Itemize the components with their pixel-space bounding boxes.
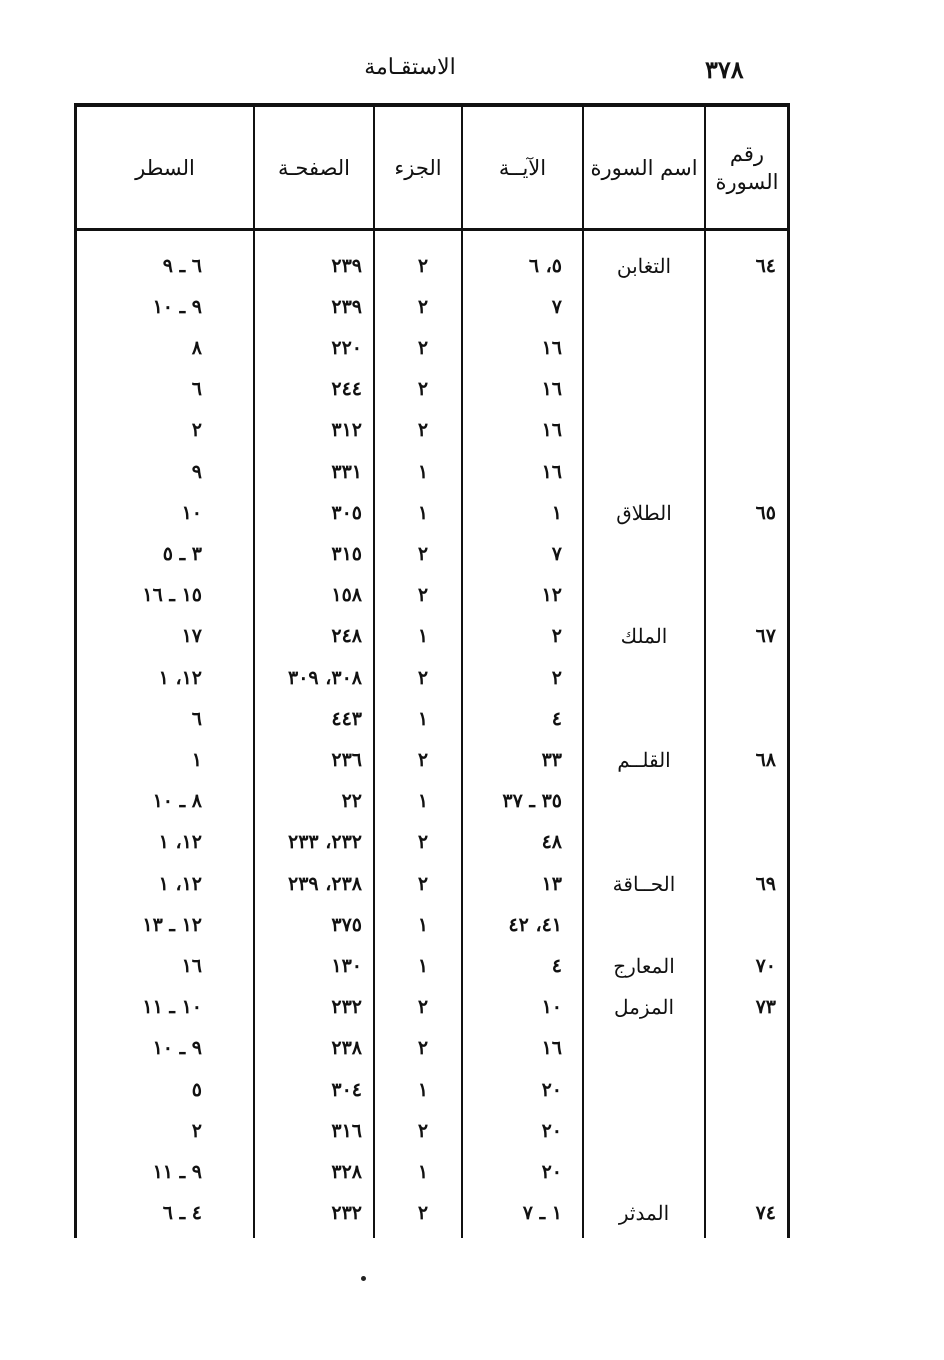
page-cell: ٢٣٦ [331,748,362,771]
page-cell: ٢٣٢ [331,1202,362,1225]
ayah-cell: ١٦ [541,419,562,442]
ayah-cell: ٤١، ٤٢ [508,913,562,936]
ayah-cell: ١ ـ ٧ [522,1202,562,1225]
surah-number-cell: ٧٤ [755,1202,776,1225]
surah-name-cell [590,698,698,739]
juz-cell: ٢ [417,254,429,277]
page-cell: ٣٠٥ [331,501,362,524]
page-cell: ١٣٠ [331,954,362,977]
surah-number-cell [716,451,776,492]
line-cell: ١٦ [181,954,202,977]
ayah-cell: ١٦ [541,378,562,401]
surah-number-cell: ٦٤ [755,254,776,277]
surah-name-cell [590,451,698,492]
line-cell: ٦ [191,378,202,401]
page-cell: ٣٠٨، ٣٠٩ [288,666,362,689]
table-top-border [74,103,790,107]
juz-cell: ٢ [417,1202,429,1225]
line-cell: ١٧ [181,625,202,648]
line-cell: ٥ [191,1078,202,1101]
juz-cell: ٢ [417,1037,429,1060]
line-cell: ١٠ [181,501,202,524]
juz-cell: ٢ [417,336,429,359]
surah-number-cell [716,369,776,410]
surah-number-cell: ٦٨ [755,748,776,771]
header-ayah: الآيــة [498,155,547,180]
surah-number-cell: ٦٧ [755,625,776,648]
surah-number-cell [716,327,776,368]
juz-cell: ١ [417,625,429,648]
surah-name-cell [590,822,698,863]
ayah-cell: ١٦ [541,460,562,483]
juz-cell: ١ [417,501,429,524]
column-divider [461,103,463,1238]
ayah-cell: ٤ [551,954,562,977]
page-mark [361,1276,366,1281]
line-cell: ٦ [191,707,202,730]
juz-cell: ٢ [417,584,429,607]
line-cell: ٩ ـ ١٠ [152,1037,202,1060]
surah-name-cell: الطلاق [616,500,672,525]
page-cell: ٢٢٠ [331,336,362,359]
ayah-cell: ٤٨ [541,831,562,854]
ayah-cell: ٢ [551,625,562,648]
surah-name-cell [590,1151,698,1192]
column-divider [373,103,375,1238]
line-cell: ٢ [191,419,202,442]
surah-name-cell: القلــم [617,747,671,772]
ayah-cell: ١٢ [541,584,562,607]
table-header-divider [74,228,790,231]
ayah-cell: ٢ [551,666,562,689]
surah-name-cell [590,369,698,410]
surah-number-cell [716,286,776,327]
page-number: ٣٧٨ [705,55,744,84]
header-surah-number: رقم السورة [715,141,779,194]
column-divider [787,103,790,1238]
column-divider [704,103,706,1238]
juz-cell: ٢ [417,378,429,401]
ayah-cell: ١٦ [541,1037,562,1060]
ayah-cell: ٤ [551,707,562,730]
juz-cell: ٢ [417,542,429,565]
page-cell: ٢٣٩ [331,254,362,277]
page-cell: ٣١٦ [331,1119,362,1142]
juz-cell: ١ [417,707,429,730]
line-cell: ٨ [191,336,202,359]
surah-name-cell: التغابن [616,253,672,278]
column-divider [582,103,584,1238]
line-cell: ١٠ ـ ١١ [142,996,202,1019]
ayah-cell: ١٣ [541,872,562,895]
line-cell: ٨ ـ ١٠ [152,790,202,813]
surah-number-cell [716,698,776,739]
ayah-cell: ٧ [551,295,562,318]
line-cell: ٤ ـ ٦ [162,1202,202,1225]
ayah-cell: ١٠ [541,996,562,1019]
page-cell: ٤٤٣ [331,707,362,730]
ayah-cell: ٥، ٦ [528,254,562,277]
juz-cell: ٢ [417,872,429,895]
surah-number-cell: ٧٣ [755,996,776,1019]
running-title: الاستقـامة [364,55,456,80]
line-cell: ٩ ـ ١١ [152,1160,202,1183]
line-cell: ١ [191,748,202,771]
line-cell: ٩ ـ ١٠ [152,295,202,318]
surah-number-cell [716,1069,776,1110]
page-cell: ٢٤٤ [331,378,362,401]
surah-name-cell [590,781,698,822]
column-divider [253,103,255,1238]
surah-number-cell [716,781,776,822]
juz-cell: ١ [417,954,429,977]
juz-cell: ١ [417,790,429,813]
page-cell: ٢٣٩ [331,295,362,318]
juz-cell: ٢ [417,748,429,771]
header-juz: الجزء [394,155,442,180]
page-cell: ١٥٨ [331,584,362,607]
page-cell: ٢٣٨، ٢٣٩ [288,872,362,895]
surah-number-cell: ٧٠ [755,954,776,977]
ayah-cell: ١ [551,501,562,524]
ayah-cell: ١٦ [541,336,562,359]
page-cell: ٣٢٨ [331,1160,362,1183]
column-divider [74,103,77,1238]
line-cell: ١٥ ـ ١٦ [142,584,202,607]
surah-name-cell: المعارج [613,953,675,978]
page-cell: ٢٣٨ [331,1037,362,1060]
page-cell: ٢٣٢ [331,996,362,1019]
header-line: السطر [135,155,195,180]
surah-name-cell [590,657,698,698]
surah-number-cell: ٦٥ [755,501,776,524]
surah-number-cell [716,657,776,698]
line-cell: ٢ [191,1119,202,1142]
ayah-cell: ٢٠ [541,1119,562,1142]
juz-cell: ٢ [417,996,429,1019]
page-cell: ٣٣١ [331,460,362,483]
page-cell: ٣٧٥ [331,913,362,936]
surah-name-cell [590,1069,698,1110]
ayah-cell: ٣٥ ـ ٣٧ [502,790,562,813]
line-cell: ٩ [191,460,202,483]
page-cell: ٣١٢ [331,419,362,442]
page-cell: ٢٢ [341,790,362,813]
juz-cell: ٢ [417,419,429,442]
surah-name-cell: الملك [620,624,668,649]
surah-number-cell [716,410,776,451]
surah-number-cell [716,533,776,574]
surah-name-cell [590,533,698,574]
juz-cell: ١ [417,1160,429,1183]
surah-name-cell [590,1028,698,1069]
juz-cell: ٢ [417,831,429,854]
page-cell: ٣٠٤ [331,1078,362,1101]
surah-number-cell [716,1110,776,1151]
ayah-cell: ٢٠ [541,1078,562,1101]
line-cell: ١٢، ١ [158,872,202,895]
surah-number-cell [716,575,776,616]
surah-number-cell [716,1151,776,1192]
line-cell: ٦ ـ ٩ [162,254,202,277]
line-cell: ١٢، ١ [158,831,202,854]
page-cell: ٣١٥ [331,542,362,565]
juz-cell: ٢ [417,1119,429,1142]
ayah-cell: ٣٣ [541,748,562,771]
ayah-cell: ٢٠ [541,1160,562,1183]
line-cell: ٣ ـ ٥ [162,542,202,565]
line-cell: ١٢ ـ ١٣ [142,913,202,936]
header-surah-name: اسم السورة [590,155,698,180]
surah-number-cell [716,904,776,945]
surah-name-cell [590,410,698,451]
juz-cell: ١ [417,913,429,936]
line-cell: ١٢، ١ [158,666,202,689]
juz-cell: ١ [417,1078,429,1101]
juz-cell: ١ [417,460,429,483]
page-cell: ٢٣٢، ٢٣٣ [288,831,362,854]
surah-name-cell: المدثر [618,1201,670,1226]
surah-name-cell [590,575,698,616]
page-cell: ٢٤٨ [331,625,362,648]
surah-name-cell [590,286,698,327]
juz-cell: ٢ [417,295,429,318]
header-page: الصفحـة [277,155,351,180]
ayah-cell: ٧ [551,542,562,565]
surah-name-cell [590,904,698,945]
surah-name-cell: المزمل [613,995,675,1020]
juz-cell: ٢ [417,666,429,689]
surah-name-cell: الحــاقة [612,871,676,896]
surah-name-cell [590,327,698,368]
surah-number-cell: ٦٩ [755,872,776,895]
surah-name-cell [590,1110,698,1151]
surah-number-cell [716,822,776,863]
surah-number-cell [716,1028,776,1069]
